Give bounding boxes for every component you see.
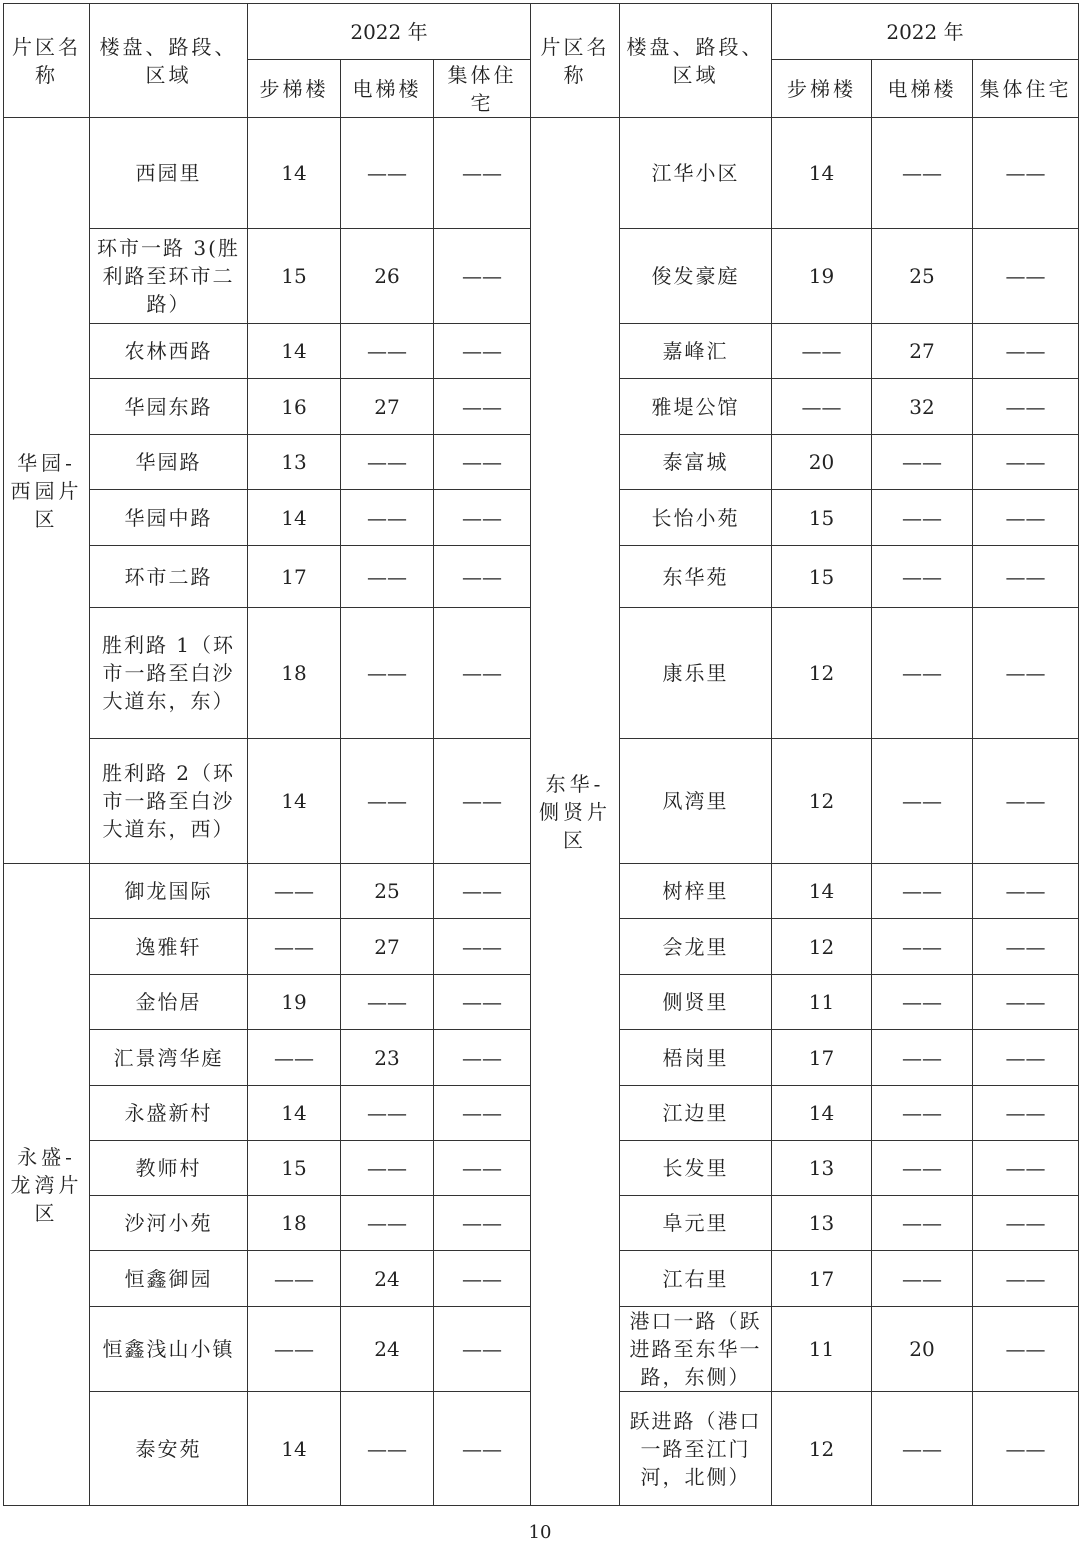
property-name: 俊发豪庭 — [620, 229, 772, 324]
header-year-left: 2022 年 — [248, 4, 531, 60]
stair-value: 14 — [772, 118, 872, 229]
elevator-value: —— — [872, 435, 973, 490]
elevator-value: 25 — [341, 864, 434, 919]
elevator-value: —— — [341, 1086, 434, 1141]
elevator-value: 32 — [872, 379, 973, 435]
property-name: 江右里 — [620, 1251, 772, 1307]
collective-value: —— — [434, 1307, 531, 1392]
collective-value: —— — [973, 919, 1079, 975]
district-name-right: 东华-侧贤片区 — [531, 118, 620, 1506]
property-name: 华园路 — [90, 435, 248, 490]
property-name: 嘉峰汇 — [620, 324, 772, 379]
header-elevator-right: 电梯楼 — [872, 60, 973, 118]
property-name: 泰安苑 — [90, 1392, 248, 1506]
collective-value: —— — [973, 1392, 1079, 1506]
stair-value: 14 — [772, 1086, 872, 1141]
stair-value: 18 — [248, 1196, 341, 1251]
elevator-value: —— — [872, 1030, 973, 1086]
elevator-value: —— — [872, 1251, 973, 1307]
elevator-value: —— — [341, 546, 434, 608]
property-name: 永盛新村 — [90, 1086, 248, 1141]
stair-value: 13 — [772, 1196, 872, 1251]
collective-value: —— — [973, 1141, 1079, 1196]
stair-value: 11 — [772, 975, 872, 1030]
property-name: 会龙里 — [620, 919, 772, 975]
header-property-left: 楼盘、路段、区域 — [90, 4, 248, 118]
stair-value: —— — [248, 1030, 341, 1086]
property-name: 凤湾里 — [620, 739, 772, 864]
stair-value: 15 — [772, 490, 872, 546]
collective-value: —— — [434, 1392, 531, 1506]
elevator-value: —— — [872, 1196, 973, 1251]
stair-value: 18 — [248, 608, 341, 739]
property-name: 梧岗里 — [620, 1030, 772, 1086]
elevator-value: —— — [872, 1141, 973, 1196]
elevator-value: 27 — [872, 324, 973, 379]
collective-value: —— — [973, 739, 1079, 864]
property-name: 御龙国际 — [90, 864, 248, 919]
property-name: 康乐里 — [620, 608, 772, 739]
stair-value: —— — [248, 1251, 341, 1307]
stair-value: 12 — [772, 919, 872, 975]
elevator-value: 23 — [341, 1030, 434, 1086]
stair-value: 17 — [772, 1251, 872, 1307]
collective-value: —— — [434, 118, 531, 229]
collective-value: —— — [434, 546, 531, 608]
property-name: 胜利路 2（环市一路至白沙大道东，西） — [90, 739, 248, 864]
elevator-value: —— — [341, 1392, 434, 1506]
property-name: 港口一路（跃进路至东华一路，东侧） — [620, 1307, 772, 1392]
stair-value: —— — [772, 324, 872, 379]
collective-value: —— — [973, 229, 1079, 324]
elevator-value: 26 — [341, 229, 434, 324]
header-property-right: 楼盘、路段、区域 — [620, 4, 772, 118]
stair-value: 14 — [248, 490, 341, 546]
collective-value: —— — [973, 1086, 1079, 1141]
elevator-value: 20 — [872, 1307, 973, 1392]
elevator-value: —— — [341, 975, 434, 1030]
property-name: 江边里 — [620, 1086, 772, 1141]
table-row — [4, 118, 1079, 229]
elevator-value: 25 — [872, 229, 973, 324]
stair-value: 14 — [772, 864, 872, 919]
header-collective-right: 集体住宅 — [973, 60, 1079, 118]
property-name: 侧贤里 — [620, 975, 772, 1030]
property-name: 教师村 — [90, 1141, 248, 1196]
elevator-value: —— — [341, 118, 434, 229]
housing-price-table — [3, 3, 1079, 1506]
stair-value: —— — [772, 379, 872, 435]
collective-value: —— — [973, 608, 1079, 739]
elevator-value: —— — [341, 324, 434, 379]
stair-value: 15 — [248, 229, 341, 324]
stair-value: 20 — [772, 435, 872, 490]
property-name: 汇景湾华庭 — [90, 1030, 248, 1086]
stair-value: 14 — [248, 1392, 341, 1506]
header-stair-left: 步梯楼 — [248, 60, 341, 118]
property-name: 阜元里 — [620, 1196, 772, 1251]
collective-value: —— — [973, 1196, 1079, 1251]
elevator-value: —— — [872, 739, 973, 864]
property-name: 环市二路 — [90, 546, 248, 608]
stair-value: 19 — [248, 975, 341, 1030]
elevator-value: —— — [872, 864, 973, 919]
elevator-value: —— — [872, 919, 973, 975]
property-name: 沙河小苑 — [90, 1196, 248, 1251]
page-number: 10 — [528, 1522, 552, 1543]
elevator-value: 27 — [341, 379, 434, 435]
elevator-value: —— — [872, 608, 973, 739]
stair-value: 14 — [248, 1086, 341, 1141]
header-collective-left: 集体住宅 — [434, 60, 531, 118]
header-year-right: 2022 年 — [772, 4, 1079, 60]
property-name: 雅堤公馆 — [620, 379, 772, 435]
property-name: 华园东路 — [90, 379, 248, 435]
elevator-value: —— — [872, 118, 973, 229]
stair-value: 12 — [772, 739, 872, 864]
property-name: 江华小区 — [620, 118, 772, 229]
collective-value: —— — [973, 118, 1079, 229]
collective-value: —— — [434, 1086, 531, 1141]
header-stair-right: 步梯楼 — [772, 60, 872, 118]
elevator-value: 27 — [341, 919, 434, 975]
elevator-value: —— — [872, 490, 973, 546]
property-name: 泰富城 — [620, 435, 772, 490]
property-name: 东华苑 — [620, 546, 772, 608]
elevator-value: —— — [341, 1196, 434, 1251]
stair-value: 13 — [248, 435, 341, 490]
collective-value: —— — [973, 1251, 1079, 1307]
collective-value: —— — [434, 919, 531, 975]
stair-value: 12 — [772, 1392, 872, 1506]
stair-value: 14 — [248, 324, 341, 379]
collective-value: —— — [973, 324, 1079, 379]
elevator-value: —— — [341, 1141, 434, 1196]
collective-value: —— — [973, 379, 1079, 435]
collective-value: —— — [973, 864, 1079, 919]
collective-value: —— — [434, 435, 531, 490]
stair-value: 15 — [248, 1141, 341, 1196]
elevator-value: —— — [872, 1086, 973, 1141]
district-name-left: 华园-西园片区 — [4, 118, 90, 864]
elevator-value: 24 — [341, 1251, 434, 1307]
property-name: 胜利路 1（环市一路至白沙大道东，东） — [90, 608, 248, 739]
stair-value: 15 — [772, 546, 872, 608]
collective-value: —— — [434, 1141, 531, 1196]
collective-value: —— — [973, 1030, 1079, 1086]
stair-value: —— — [248, 919, 341, 975]
collective-value: —— — [434, 490, 531, 546]
property-name: 长怡小苑 — [620, 490, 772, 546]
stair-value: 12 — [772, 608, 872, 739]
property-name: 环市一路 3(胜利路至环市二路） — [90, 229, 248, 324]
property-name: 西园里 — [90, 118, 248, 229]
stair-value: 16 — [248, 379, 341, 435]
collective-value: —— — [973, 490, 1079, 546]
property-name: 农林西路 — [90, 324, 248, 379]
property-name: 华园中路 — [90, 490, 248, 546]
collective-value: —— — [434, 1030, 531, 1086]
elevator-value: —— — [341, 490, 434, 546]
collective-value: —— — [434, 324, 531, 379]
elevator-value: —— — [341, 739, 434, 864]
collective-value: —— — [434, 379, 531, 435]
property-name: 树梓里 — [620, 864, 772, 919]
stair-value: —— — [248, 864, 341, 919]
elevator-value: —— — [341, 608, 434, 739]
elevator-value: —— — [341, 435, 434, 490]
header-district-left: 片区名称 — [4, 4, 90, 118]
elevator-value: —— — [872, 546, 973, 608]
collective-value: —— — [973, 1307, 1079, 1392]
property-name: 跃进路（港口一路至江门河，北侧） — [620, 1392, 772, 1506]
collective-value: —— — [434, 608, 531, 739]
collective-value: —— — [434, 864, 531, 919]
collective-value: —— — [434, 975, 531, 1030]
stair-value: 17 — [772, 1030, 872, 1086]
collective-value: —— — [973, 975, 1079, 1030]
collective-value: —— — [973, 546, 1079, 608]
header-district-right: 片区名称 — [531, 4, 620, 118]
property-name: 恒鑫浅山小镇 — [90, 1307, 248, 1392]
property-name: 逸雅轩 — [90, 919, 248, 975]
property-name: 金怡居 — [90, 975, 248, 1030]
stair-value: —— — [248, 1307, 341, 1392]
elevator-value: —— — [872, 1392, 973, 1506]
stair-value: 14 — [248, 739, 341, 864]
collective-value: —— — [973, 435, 1079, 490]
collective-value: —— — [434, 229, 531, 324]
stair-value: 14 — [248, 118, 341, 229]
property-name: 长发里 — [620, 1141, 772, 1196]
stair-value: 19 — [772, 229, 872, 324]
stair-value: 11 — [772, 1307, 872, 1392]
stair-value: 17 — [248, 546, 341, 608]
collective-value: —— — [434, 1251, 531, 1307]
district-name-left: 永盛-龙湾片区 — [4, 864, 90, 1506]
elevator-value: 24 — [341, 1307, 434, 1392]
property-name: 恒鑫御园 — [90, 1251, 248, 1307]
collective-value: —— — [434, 1196, 531, 1251]
elevator-value: —— — [872, 975, 973, 1030]
stair-value: 13 — [772, 1141, 872, 1196]
header-elevator-left: 电梯楼 — [341, 60, 434, 118]
collective-value: —— — [434, 739, 531, 864]
